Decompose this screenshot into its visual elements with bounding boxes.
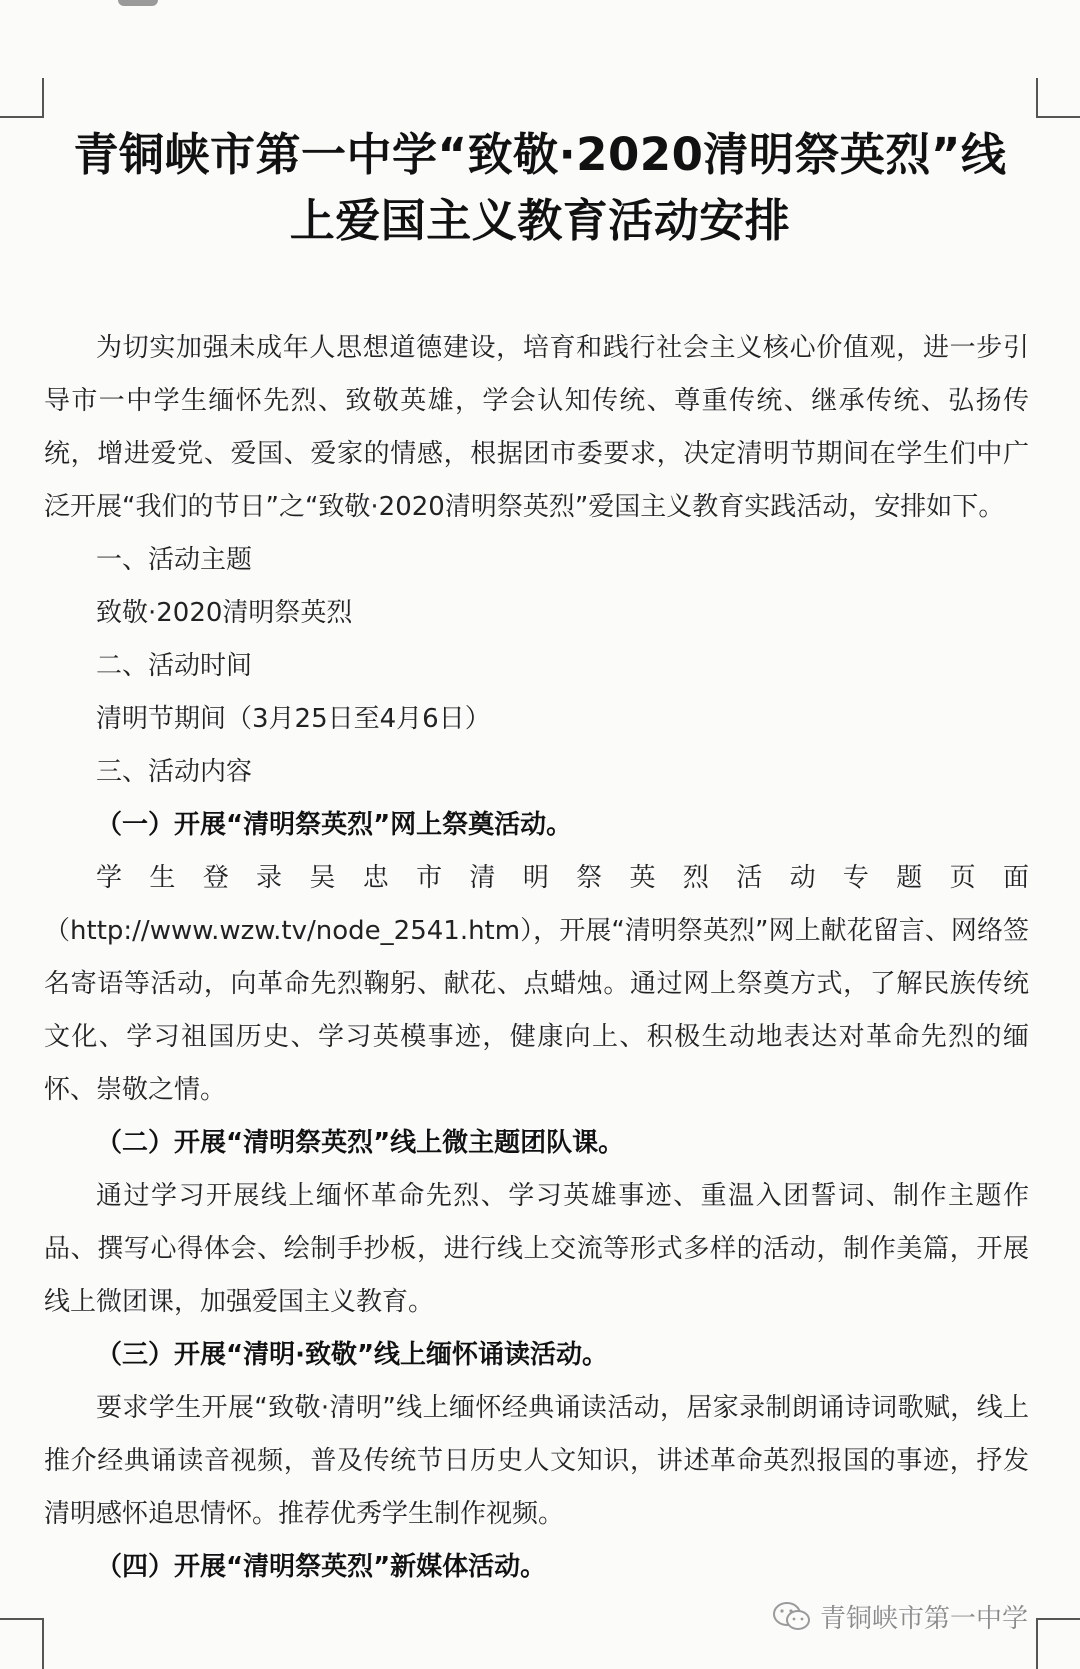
wechat-icon — [772, 1601, 812, 1633]
watermark-text: 青铜峡市第一中学 — [820, 1604, 1029, 1634]
document-title — [50, 122, 1030, 254]
section-3-heading: 三、活动内容 — [96, 757, 253, 787]
subsection-2-heading: （二）开展“清明祭英烈”线上微主题团队课。 — [96, 1128, 625, 1158]
section-2-heading: 二、活动时间 — [96, 651, 253, 681]
crop-mark-bottom-left — [0, 1618, 44, 1669]
section-1-content: 致敬·2020清明祭英烈 — [96, 598, 353, 628]
subsection-1-heading: （一）开展“清明祭英烈”网上祭奠活动。 — [96, 810, 573, 840]
section-2-content: 清明节期间（3月25日至4月6日） — [96, 704, 491, 734]
section-1-heading: 一、活动主题 — [96, 545, 253, 575]
title-line-2: 上爱国主义教育活动安排 — [289, 194, 791, 247]
subsection-3-heading: （三）开展“清明·致敬”线上缅怀诵读活动。 — [96, 1340, 609, 1370]
subsection-1-content: 学生登录吴忠市清明祭英烈活动专题页面（http://www.wzw.tv/node_2541.htm），开展“清明祭英烈”网上献花留言、网络签名寄语等活动，向革命先烈鞠躬、献花、点蜡烛。通过网上祭奠方式，了解民族传统文化、学习祖国历史、学习英模事迹，健康向上、积极生动地表达对革命先烈的缅怀、崇敬之情。 — [44, 863, 1029, 1105]
crop-mark-bottom-right — [1036, 1618, 1080, 1669]
crop-mark-top-right — [1036, 78, 1080, 118]
crop-mark-top-left — [0, 78, 44, 118]
scan-smudge — [118, 0, 158, 6]
subsection-4-heading: （四）开展“清明祭英烈”新媒体活动。 — [96, 1552, 547, 1582]
intro-paragraph: 为切实加强未成年人思想道德建设，培育和践行社会主义核心价值观，进一步引导市一中学生缅怀先烈、致敬英雄，学会认知传统、尊重传统、继承传统、弘扬传统，增进爱党、爱国、爱家的情感，根据团市委要求，决定清明节期间在学生们中广泛开展“我们的节日”之“致敬·2020清明祭英烈”爱国主义教育实践活动，安排如下。 — [44, 333, 1029, 522]
wechat-watermark — [772, 1598, 1028, 1635]
subsection-3-content: 要求学生开展“致敬·清明”线上缅怀经典诵读活动，居家录制朗诵诗词歌赋，线上推介经典诵读音视频，普及传统节日历史人文知识，讲述革命英烈报国的事迹，抒发清明感怀追思情怀。推荐优秀学生制作视频。 — [44, 1393, 1029, 1529]
document-body — [44, 322, 1029, 1594]
subsection-2-content: 通过学习开展线上缅怀革命先烈、学习英雄事迹、重温入团誓词、制作主题作品、撰写心得体会、绘制手抄板，进行线上交流等形式多样的活动，制作美篇，开展线上微团课，加强爱国主义教育。 — [44, 1181, 1029, 1317]
title-line-1: 青铜峡市第一中学“致敬·2020清明祭英烈”线 — [73, 128, 1007, 181]
